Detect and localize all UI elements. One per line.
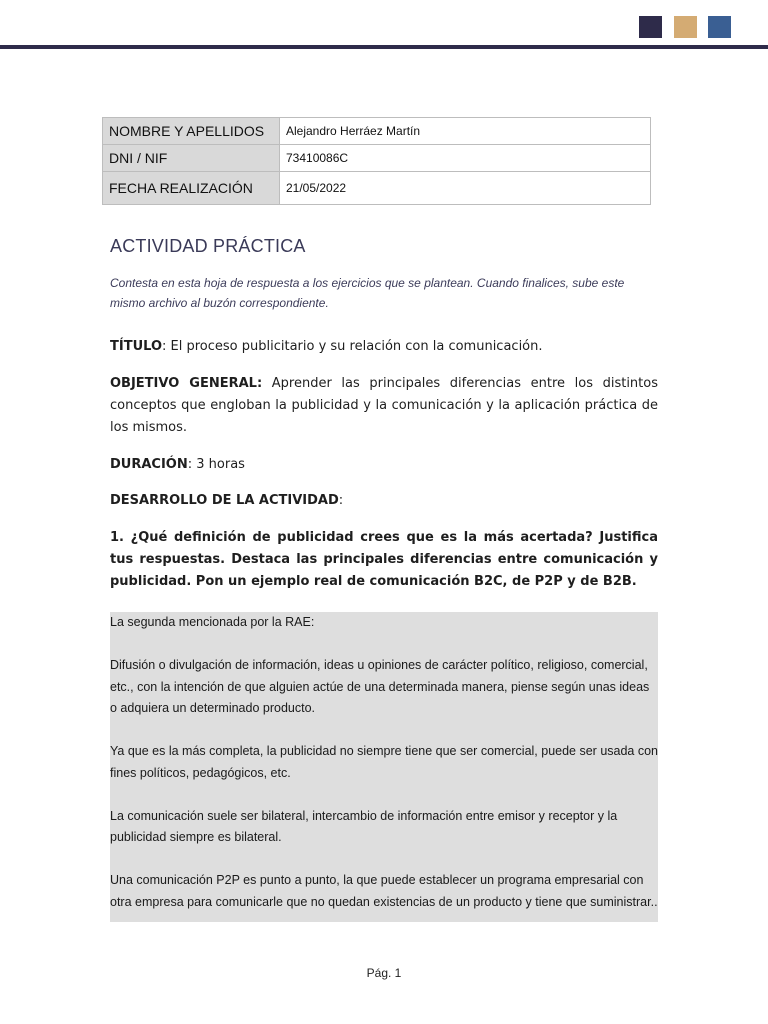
objetivo-text: Aprender las principales diferencias entre los distintos conceptos que engloban la publicidad y la comunicación y la aplicación práctica de los mismos. [110, 376, 658, 435]
instructions-text: Contesta en esta hoja de respuesta a los ejercicios que se plantean. Cuando finalices, sube este mismo archivo al buzón correspondiente. [110, 276, 625, 310]
student-info-table [102, 117, 651, 205]
name-value: Alejandro Herráez Martín [280, 118, 651, 145]
objetivo-paragraph [110, 373, 658, 439]
table-row [103, 118, 651, 145]
duracion-text: 3 horas [192, 457, 245, 472]
answer-paragraph: Ya que es la más completa, la publicidad no siempre tiene que ser comercial, puede ser usada con fines políticos, pedagógicos, etc. [110, 744, 658, 780]
date-value: 21/05/2022 [280, 172, 651, 205]
dni-value: 73410086C [280, 145, 651, 172]
answer-paragraph: Difusión o divulgación de información, ideas u opiniones de carácter político, religioso, comercial, etc., con la intención de que alguien actúe de una determinada manera, piense según unas ideas o adquiera un determinado producto. [110, 658, 650, 715]
duracion-line: DURACIÓN: 3 horas [110, 457, 245, 472]
table-row [103, 172, 651, 205]
page-number: Pág. 1 [366, 966, 402, 980]
titulo-label: TÍTULO [110, 339, 162, 354]
brand-square-gold [674, 16, 697, 38]
date-label: FECHA REALIZACIÓN [103, 172, 280, 205]
desarrollo-label: DESARROLLO DE LA ACTIVIDAD [110, 493, 339, 508]
name-label: NOMBRE Y APELLIDOS [103, 118, 280, 145]
desarrollo-heading: DESARROLLO DE LA ACTIVIDAD: [110, 493, 344, 508]
brand-square-dark [639, 16, 662, 38]
dni-label: DNI / NIF [103, 145, 280, 172]
header-rule [0, 45, 768, 49]
titulo-text: El proceso publicitario y su relación con la comunicación. [166, 339, 543, 354]
answer-box [110, 612, 658, 922]
titulo-line: TÍTULO: El proceso publicitario y su relación con la comunicación. [110, 339, 543, 354]
objetivo-label: OBJETIVO GENERAL: [110, 376, 263, 391]
answer-paragraph: Una comunicación P2P es punto a punto, la que puede establecer un programa empresarial con otra empresa para comunicarle que no quedan existencias de un producto y tiene que suministrar.. [110, 873, 658, 909]
activity-title: ACTIVIDAD PRÁCTICA [110, 236, 306, 256]
answer-paragraph: La segunda mencionada por la RAE: [110, 615, 315, 629]
question-1: 1. ¿Qué definición de publicidad crees que es la más acertada? Justifica tus respuestas. Destaca las principales diferencias entre comunicación y publicidad. Pon un ejemplo real de comunicación B2C, de P2P y de B2B. [110, 530, 658, 589]
brand-square-blue [708, 16, 731, 38]
duracion-label: DURACIÓN [110, 457, 188, 472]
table-row [103, 145, 651, 172]
answer-paragraph: La comunicación suele ser bilateral, intercambio de información entre emisor y receptor y la publicidad siempre es bilateral. [110, 808, 618, 844]
